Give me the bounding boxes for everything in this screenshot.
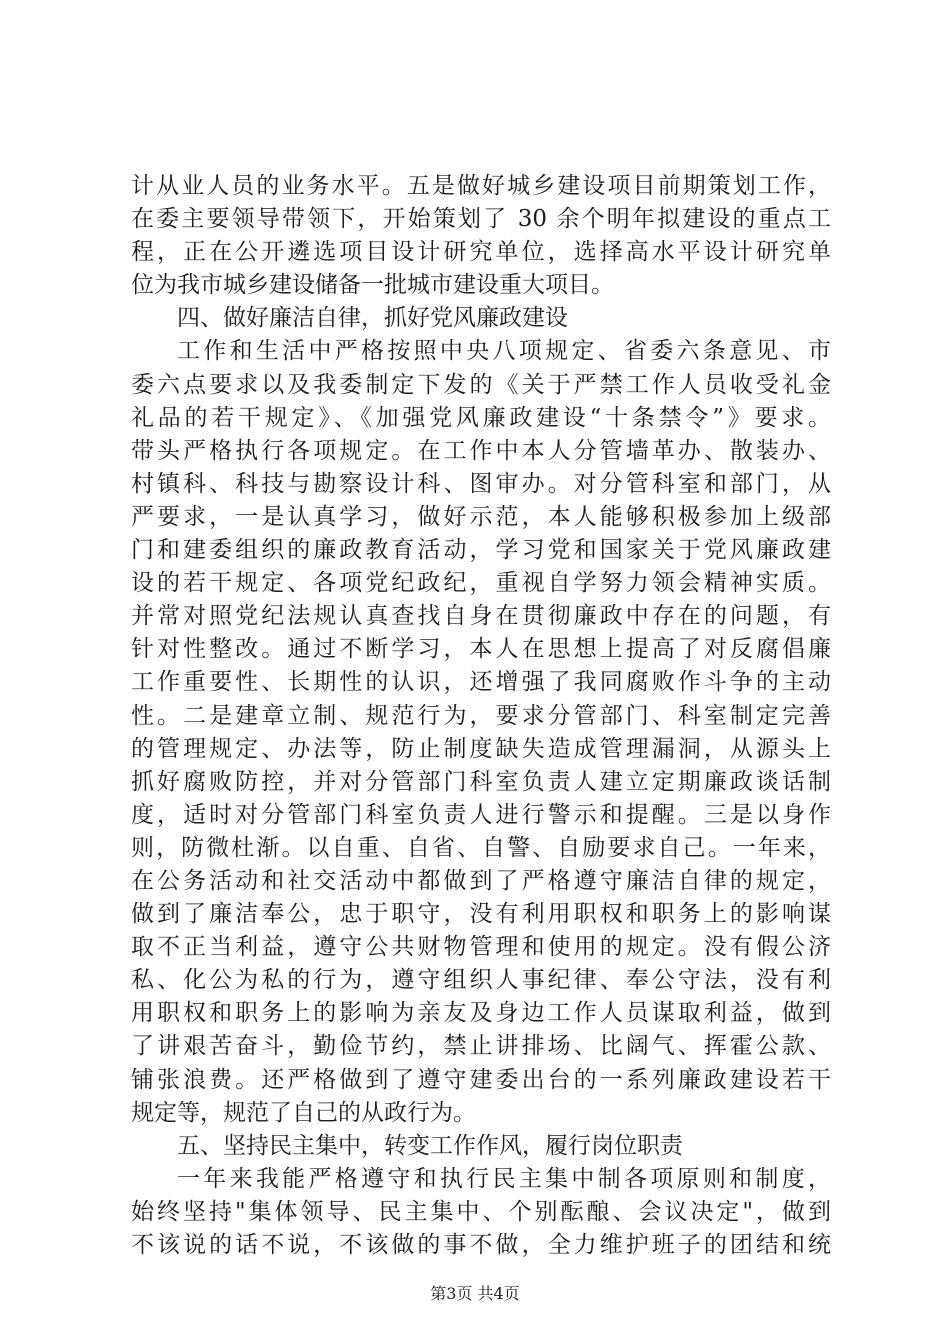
text-line: 位为我市城乡建设储备一批城市建设重大项目。 (131, 272, 614, 299)
paragraph-first-line: 一年来我能严格遵守和执行民主集中制各项原则和制度， (177, 1165, 831, 1192)
text-line: 取不正当利益，遵守公共财物管理和使用的规定。没有假公济 (131, 934, 831, 961)
text-line: 规定等，规范了自己的从政行为。 (131, 1099, 476, 1126)
text-line: 铺张浪费。还严格做到了遵守建委出台的一系列廉政建设若干 (131, 1066, 831, 1093)
text-line: 了讲艰苦奋斗，勤俭节约，禁止讲排场、比阔气、挥霍公款、 (131, 1033, 831, 1060)
text-line: 并常对照党纪法规认真查找自身在贯彻廉政中存在的问题，有 (131, 603, 831, 630)
text-line: 度，适时对分管部门科室负责人进行警示和提醒。三是以身作 (131, 801, 831, 828)
text-line: 礼品的若干规定》、《加强党风廉政建设“十条禁令”》要求。 (131, 404, 831, 431)
text-line: 门和建委组织的廉政教育活动，学习党和国家关于党风廉政建 (131, 537, 831, 564)
text-line: 性。二是建章立制、规范行为，要求分管部门、科室制定完善 (131, 702, 831, 729)
text-line: 则，防微杜渐。以自重、自省、自警、自励要求自己。一年来， (131, 834, 831, 861)
document-body (131, 170, 831, 1262)
text-line: 村镇科、科技与勘察设计科、图审办。对分管科室和部门，从 (131, 470, 831, 497)
section-heading: 五、坚持民主集中，转变工作作风，履行岗位职责 (177, 1132, 683, 1159)
text-line: 始终坚持"集体领导、民主集中、个别酝酿、会议决定"，做到 (131, 1198, 831, 1225)
page-footer: 第3页 共4页 (430, 1284, 520, 1303)
text-line: 用职权和职务上的影响为亲友及身边工作人员谋取利益，做到 (131, 1000, 831, 1027)
section-heading: 四、做好廉洁自律，抓好党风廉政建设 (177, 305, 568, 332)
text-line: 在公务活动和社交活动中都做到了严格遵守廉洁自律的规定， (131, 867, 831, 894)
text-line: 严要求，一是认真学习，做好示范，本人能够积极参加上级部 (131, 503, 831, 530)
text-line: 抓好腐败防控，并对分管部门科室负责人建立定期廉政谈话制 (131, 768, 831, 795)
text-line: 计从业人员的业务水平。五是做好城乡建设项目前期策划工作， (131, 173, 831, 199)
text-line: 不该说的话不说，不该做的事不做，全力维护班子的团结和统 (131, 1232, 831, 1258)
text-line: 委六点要求以及我委制定下发的《关于严禁工作人员收受礼金 (131, 371, 831, 398)
text-line: 做到了廉洁奉公，忠于职守，没有利用职权和职务上的影响谋 (131, 901, 831, 928)
text-line: 工作重要性、长期性的认识，还增强了我同腐败作斗争的主动 (131, 669, 831, 696)
text-line: 的管理规定、办法等，防止制度缺失造成管理漏洞，从源头上 (131, 735, 831, 762)
text-line: 设的若干规定、各项党纪政纪，重视自学努力领会精神实质。 (131, 570, 831, 597)
text-line: 在委主要领导带领下，开始策划了 30 余个明年拟建设的重点工 (131, 206, 831, 233)
text-line: 带头严格执行各项规定。在工作中本人分管墙革办、散装办、 (131, 437, 831, 464)
paragraph-first-line: 工作和生活中严格按照中央八项规定、省委六条意见、市 (177, 338, 831, 365)
text-line: 程，正在公开遴选项目设计研究单位，选择高水平设计研究单 (131, 239, 831, 266)
text-line: 针对性整改。通过不断学习，本人在思想上提高了对反腐倡廉 (131, 636, 831, 663)
text-line: 私、化公为私的行为，遵守组织人事纪律、奉公守法，没有利 (131, 967, 831, 994)
